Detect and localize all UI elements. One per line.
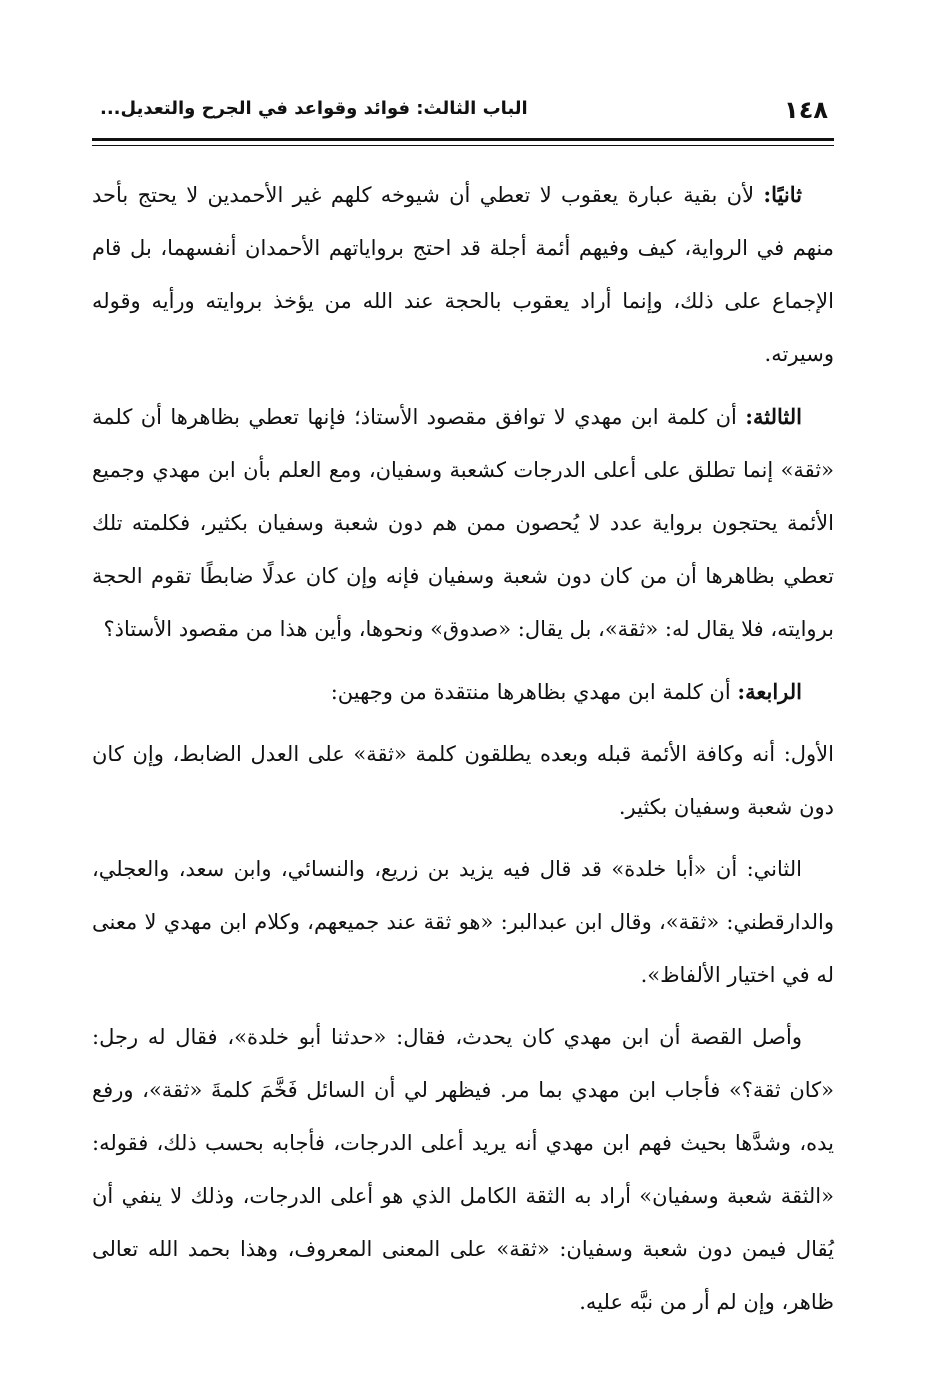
paragraph-text: وأصل القصة أن ابن مهدي كان يحدث، فقال: «حدثنا أبو خلدة»، فقال له رجل: «كان ثقة؟» فأجاب ابن مهدي بما مر. فيظهر لي أن السائل فَخَّمَ كلمةَ «ثقة»، ورفع يده، وشدَّها بحيث فهم ابن مهدي أنه يريد أعلى الدرجات، فأجابه بحسب ذلك، فقوله: «الثقة شعبة وسفيان» أراد به الثقة الكامل الذي هو أعلى الدرجات، وذلك لا ينفي أن يُقال فيمن دون شعبة وسفيان: «ثقة» على المعنى المعروف، وهذا بحمد الله تعالى ظاهر، وإن لم أر من نبَّه عليه. <box>92 1025 834 1314</box>
paragraph-lead: الثالثة: <box>745 404 802 429</box>
body-text <box>92 168 834 1338</box>
chapter-title: الباب الثالث: فوائد وقواعد في الجرح والتعديل... <box>100 98 528 119</box>
paragraph-lead: الرابعة: <box>737 679 802 704</box>
header-rule-thick <box>92 138 834 141</box>
header-rule-thin <box>92 145 834 146</box>
running-header <box>92 96 834 132</box>
paragraph-second-aspect <box>92 843 834 1002</box>
paragraph-third-point <box>92 390 834 656</box>
paragraph-text: أن كلمة ابن مهدي بظاهرها منتقدة من وجهين: <box>330 680 738 704</box>
paragraph-text: الثاني: أن «أبا خلدة» قد قال فيه يزيد بن زريع، والنسائي، وابن سعد، والعجلي، والدارقطني: «ثقة»، وقال ابن عبدالبر: «هو ثقة عند جميعهم، وكلام ابن مهدي لا معنى له في اختيار الألفاظ». <box>92 857 834 987</box>
paragraph-first-aspect <box>92 728 834 834</box>
book-page <box>92 0 834 1393</box>
paragraph-second-point <box>92 168 834 381</box>
paragraph-story-origin <box>92 1011 834 1329</box>
page-number: ١٤٨ <box>784 96 828 124</box>
paragraph-text: أن كلمة ابن مهدي لا توافق مقصود الأستاذ؛ فإنها تعطي بظاهرها أن كلمة «ثقة» إنما تطلق على أعلى الدرجات كشعبة وسفيان، ومع العلم بأن ابن مهدي وجميع الأئمة يحتجون برواية عدد لا يُحصون ممن هم دون شعبة وسفيان بكثير، فكلمته تلك تعطي بظاهرها أن من كان دون شعبة وسفيان فإنه وإن كان عدلًا ضابطًا تقوم الحجة بروايته، فلا يقال له: «ثقة»، بل يقال: «صدوق» ونحوها، وأين هذا من مقصود الأستاذ؟ <box>92 405 834 641</box>
paragraph-text: الأول: أنه وكافة الأئمة قبله وبعده يطلقون كلمة «ثقة» على العدل الضابط، وإن كان دون شعبة وسفيان بكثير. <box>92 742 834 819</box>
paragraph-lead: ثانيًا: <box>763 182 802 207</box>
paragraph-fourth-point <box>92 665 834 719</box>
paragraph-text: لأن بقية عبارة يعقوب لا تعطي أن شيوخه كلهم غير الأحمدين لا يحتج بأحد منهم في الرواية، كيف وفيهم أئمة أجلة قد احتج برواياتهم الأحمدان أنفسهما، بل قام الإجماع على ذلك، وإنما أراد يعقوب بالحجة عند الله من يؤخذ بروايته ورأيه وقوله وسيرته. <box>92 183 834 366</box>
